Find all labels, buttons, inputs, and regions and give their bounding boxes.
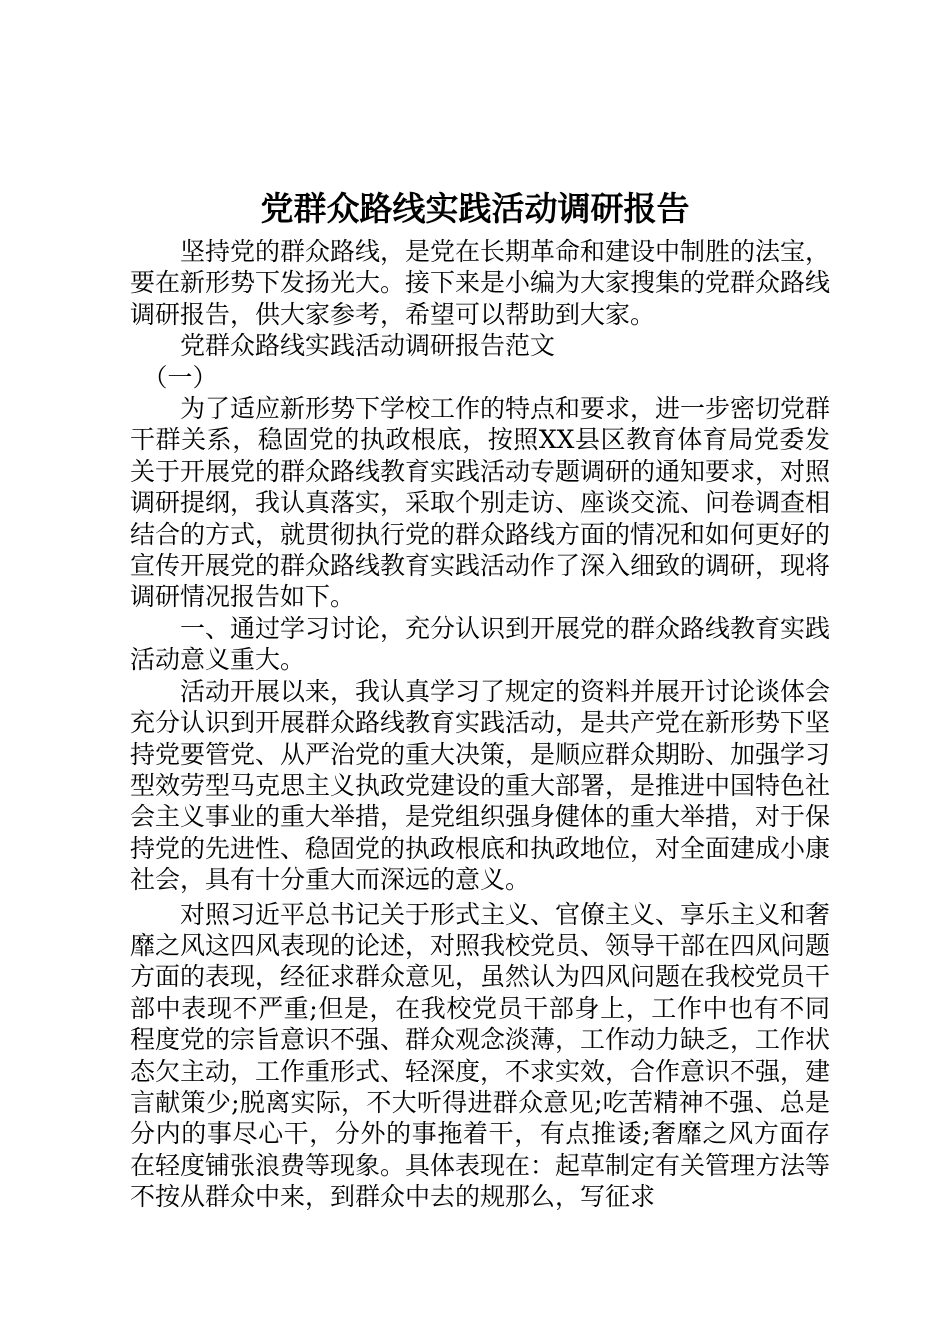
section-number: （一） [142, 362, 218, 392]
subheading-paragraph: 一、通过学习讨论，充分认识到开展党的群众路线教育实践活动意义重大。 [130, 613, 831, 675]
document-title: 党群众路线实践活动调研报告 [260, 189, 690, 228]
body-paragraph: 活动开展以来，我认真学习了规定的资料并展开讨论谈体会充分认识到开展群众路线教育实践活动，是共产党在新形势下坚持党要管党、从严治党的重大决策，是顺应群众期盼、加强学习型效劳型马克思主义执政党建设的重大部署，是推进中国特色社会主义事业的重大举措，是党组织强身健体的重大举措，对于保持党的先进性、稳固党的执政根底和执政地位，对全面建成小康社会，具有十分重大而深远的意义。 [130, 676, 831, 895]
body-paragraph: 为了适应新形势下学校工作的特点和要求，进一步密切党群干群关系，稳固党的执政根底，按照XX县区教育体育局党委发关于开展党的群众路线教育实践活动专题调研的通知要求，对照调研提纲，我认真落实，采取个别走访、座谈交流、问卷调查相结合的方式，就贯彻执行党的群众路线方面的情况和如何更好的宣传开展党的群众路线教育实践活动作了深入细致的调研，现将调研情况报告如下。 [130, 394, 831, 612]
section-title: 党群众路线实践活动调研报告范文 [180, 331, 556, 361]
body-paragraph: 对照习近平总书记关于形式主义、官僚主义、享乐主义和奢靡之风这四风表现的论述，对照我校党员、领导干部在四风问题方面的表现，经征求群众意见，虽然认为四风问题在我校党员干部中表现不严重;但是，在我校党员干部身上，工作中也有不同程度党的宗旨意识不强、群众观念淡薄，工作动力缺乏，工作状态欠主动，工作重形式、轻深度，不求实效，合作意识不强，建言献策少;脱离实际，不大听得进群众意见;吃苦精神不强、总是分内的事尽心干，分外的事拖着干，有点推诿;奢靡之风方面存在轻度铺张浪费等现象。具体表现在：起草制定有关管理方法等不按从群众中来，到群众中去的规那么，写征求 [130, 899, 831, 1212]
intro-paragraph: 坚持党的群众路线，是党在长期革命和建设中制胜的法宝，要在新形势下发扬光大。接下来是小编为大家搜集的党群众路线调研报告，供大家参考，希望可以帮助到大家。 [130, 237, 831, 329]
document-body [130, 236, 830, 1213]
